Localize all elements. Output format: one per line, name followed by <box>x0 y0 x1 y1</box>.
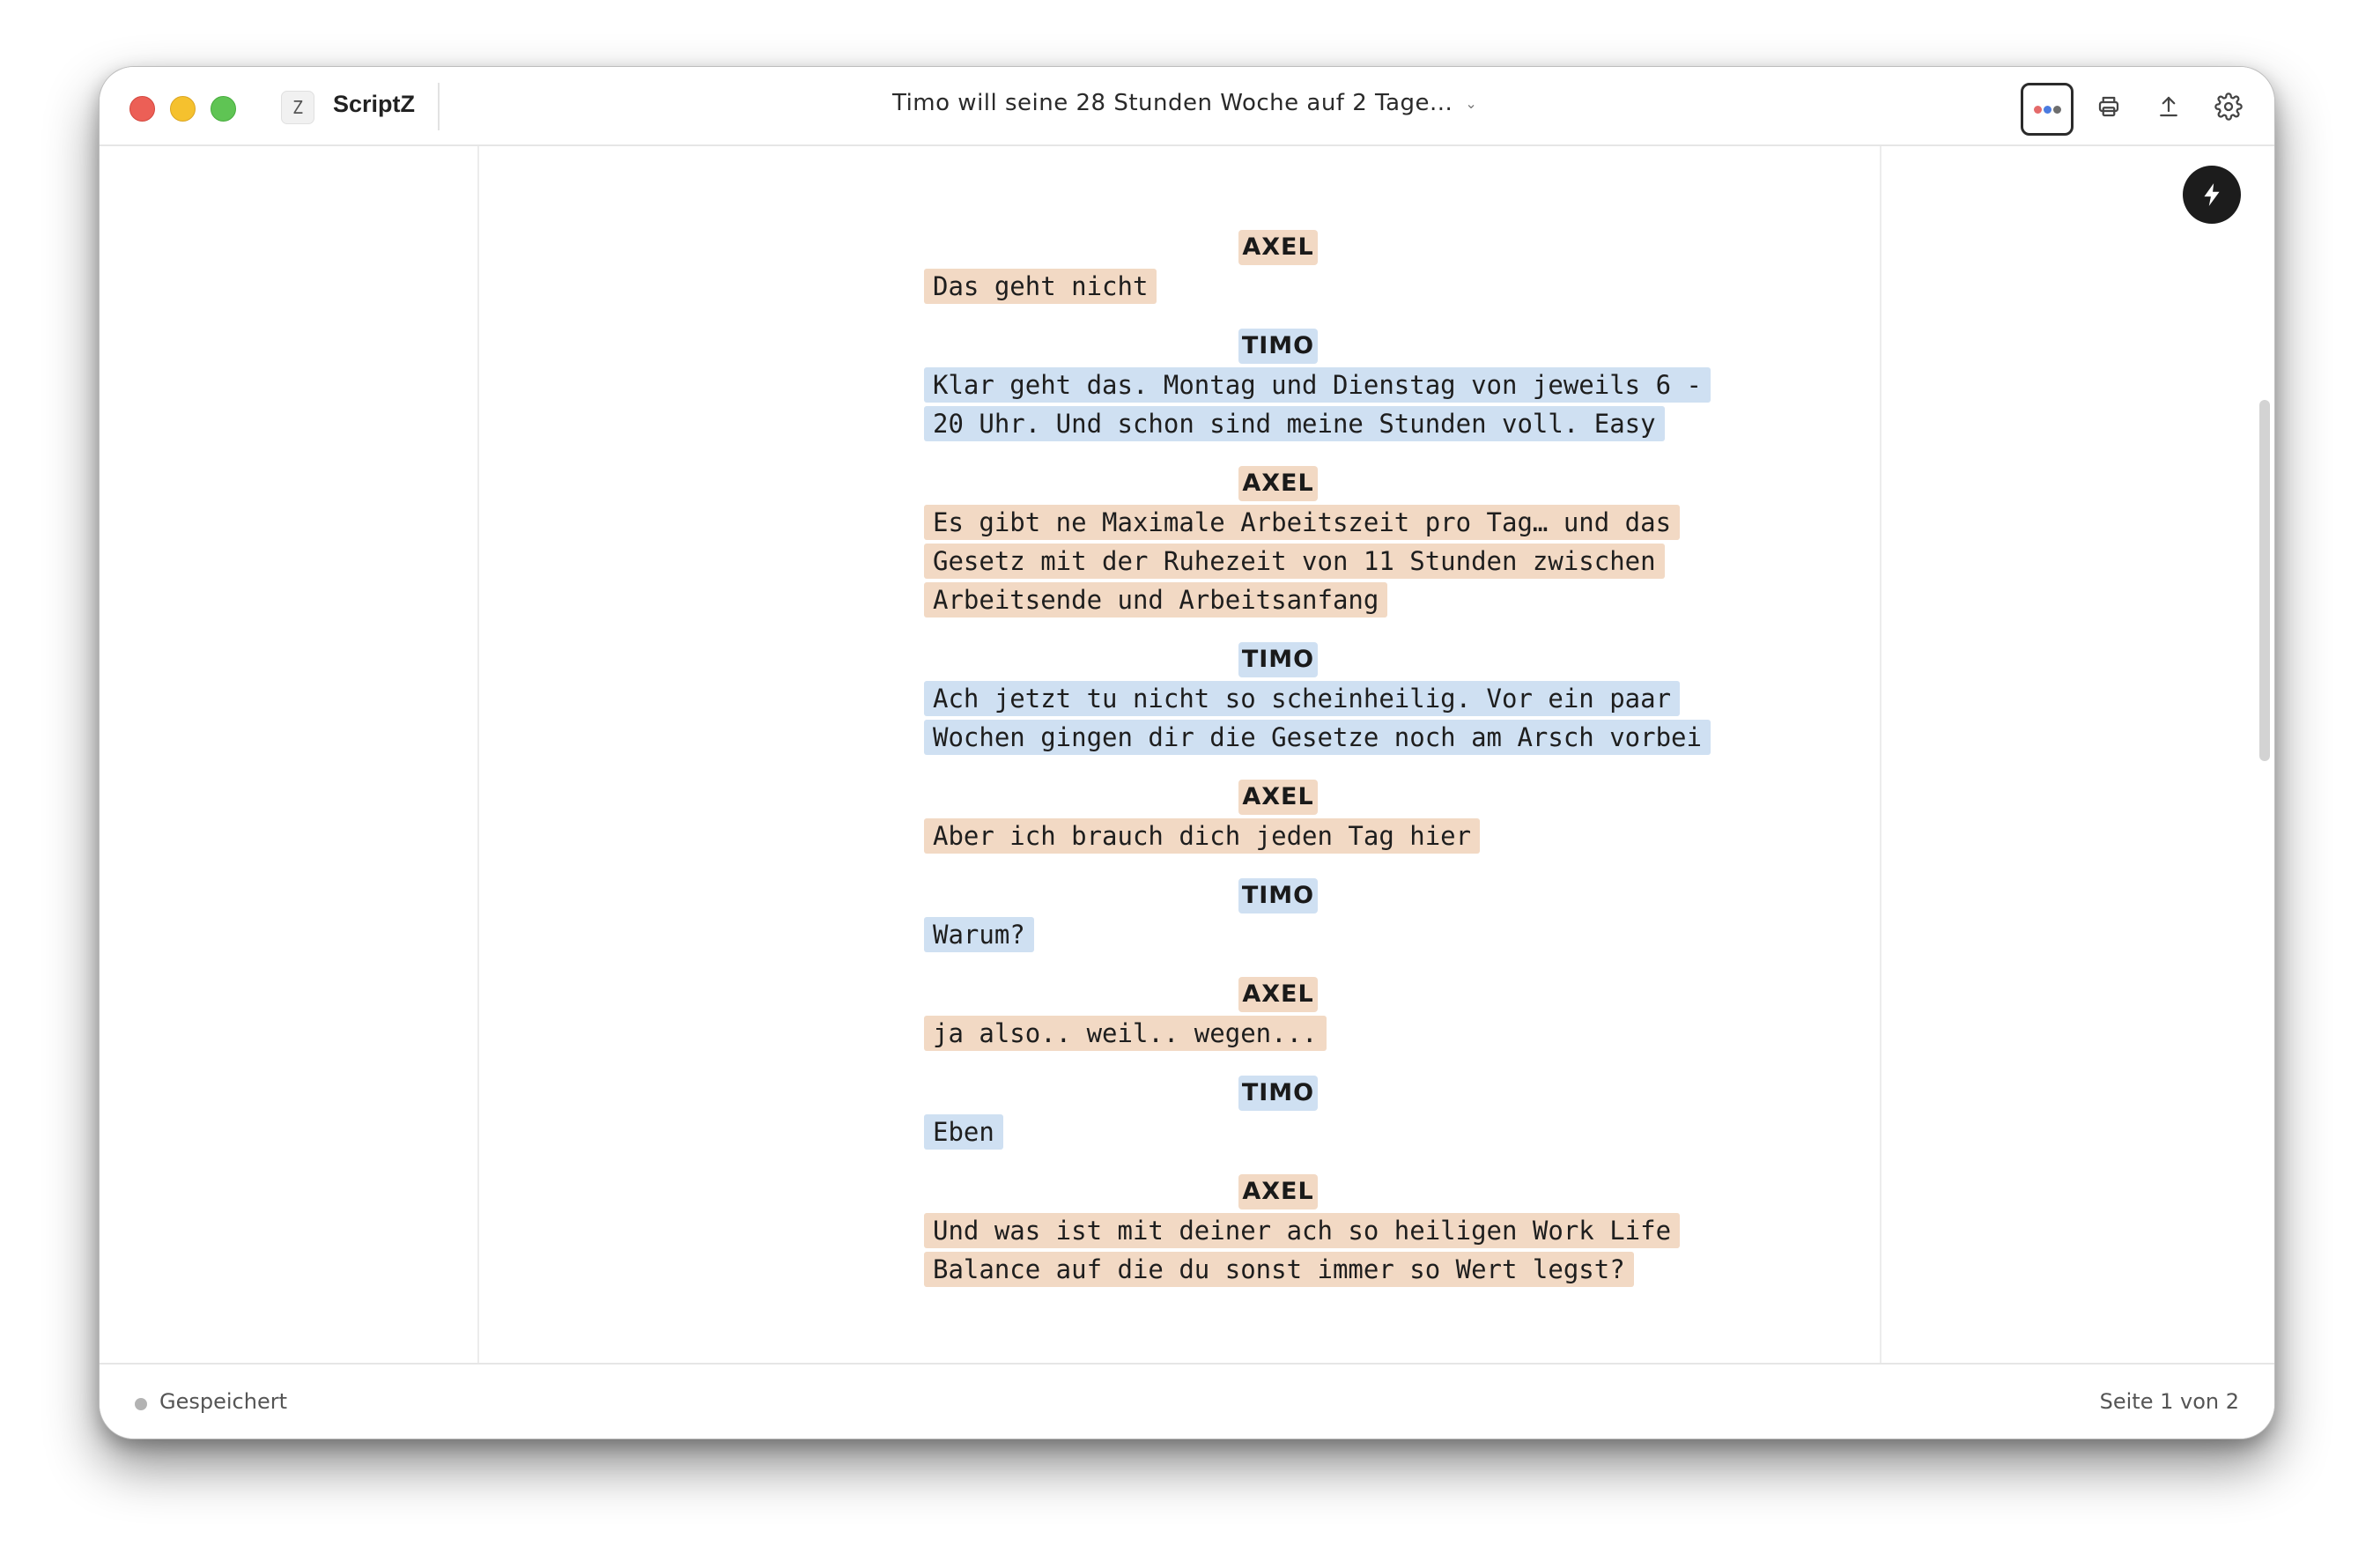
dialogue-block <box>924 1174 1711 1287</box>
character-name[interactable]: TIMO <box>1238 329 1318 364</box>
color-dots-icon <box>2034 106 2061 114</box>
page-indicator: Seite 1 von 2 <box>2099 1389 2239 1414</box>
dialogue-line[interactable]: Arbeitsende und Arbeitsanfang <box>924 582 1387 618</box>
character-name[interactable]: AXEL <box>1238 977 1318 1012</box>
dialogue-block <box>924 329 1711 441</box>
color-dot <box>2034 106 2042 114</box>
dialogue-line[interactable]: Ach jetzt tu nicht so scheinheilig. Vor ein paar <box>924 681 1680 716</box>
quick-action-button[interactable] <box>2183 166 2241 224</box>
dialogue-line[interactable]: Und was ist mit deiner ach so heiligen Work Life <box>924 1213 1680 1248</box>
title-bar <box>100 67 2274 146</box>
character-name[interactable]: TIMO <box>1238 878 1318 913</box>
dialogue-line[interactable]: Klar geht das. Montag und Dienstag von jeweils 6 - <box>924 367 1711 403</box>
dialogue-block <box>924 977 1711 1051</box>
dialogue-block <box>924 230 1711 304</box>
dialogue-line[interactable]: Es gibt ne Maximale Arbeitszeit pro Tag… und das <box>924 505 1680 540</box>
status-bar <box>100 1363 2274 1439</box>
chevron-down-icon: ⌄ <box>1465 94 1478 112</box>
character-colors-button[interactable] <box>2021 83 2074 136</box>
dialogue-line[interactable]: ja also.. weil.. wegen... <box>924 1016 1327 1051</box>
character-name[interactable]: AXEL <box>1238 466 1318 501</box>
dialogue-line[interactable]: Balance auf die du sonst immer so Wert legst? <box>924 1252 1634 1287</box>
window-maximize-button[interactable] <box>211 96 236 122</box>
title-divider <box>438 83 440 130</box>
dialogue-block <box>924 642 1711 755</box>
print-button[interactable] <box>2085 83 2133 130</box>
app-logo-icon: Z <box>281 91 314 124</box>
dialogue-block <box>924 780 1711 854</box>
dialogue-line[interactable]: Aber ich brauch dich jeden Tag hier <box>924 818 1480 854</box>
window-close-button[interactable] <box>129 96 155 122</box>
dialogue-line[interactable]: Das geht nicht <box>924 269 1157 304</box>
character-name[interactable]: TIMO <box>1238 1076 1318 1111</box>
save-status: Gespeichert <box>159 1389 287 1414</box>
app-window <box>99 66 2275 1439</box>
save-status-icon <box>135 1398 147 1410</box>
character-name[interactable]: AXEL <box>1238 230 1318 265</box>
screenplay-text[interactable] <box>924 230 1711 1312</box>
dialogue-block <box>924 466 1711 618</box>
dialogue-line[interactable]: Wochen gingen dir die Gesetze noch am Arsch vorbei <box>924 720 1711 755</box>
upload-icon <box>2155 93 2182 120</box>
dialogue-line[interactable]: 20 Uhr. Und schon sind meine Stunden voll. Easy <box>924 406 1665 441</box>
color-dot <box>2053 106 2061 114</box>
dialogue-block <box>924 878 1711 952</box>
vertical-scrollbar[interactable] <box>2259 400 2270 761</box>
settings-button[interactable] <box>2205 83 2252 130</box>
bolt-icon <box>2200 181 2223 208</box>
dialogue-block <box>924 1076 1711 1150</box>
document-title: Timo will seine 28 Stunden Woche auf 2 Tage... <box>892 90 1453 116</box>
printer-icon <box>2096 93 2122 120</box>
dialogue-line[interactable]: Eben <box>924 1114 1003 1150</box>
character-name[interactable]: AXEL <box>1238 780 1318 815</box>
app-name: ScriptZ <box>333 91 416 117</box>
character-name[interactable]: AXEL <box>1238 1174 1318 1209</box>
dialogue-line[interactable]: Gesetz mit der Ruhezeit von 11 Stunden zwischen <box>924 544 1665 579</box>
window-minimize-button[interactable] <box>170 96 196 122</box>
color-dot <box>2044 106 2051 114</box>
dialogue-line[interactable]: Warum? <box>924 917 1034 952</box>
gear-icon <box>2214 92 2243 121</box>
character-name[interactable]: TIMO <box>1238 642 1318 677</box>
export-button[interactable] <box>2145 83 2192 130</box>
document-title-menu[interactable] <box>892 90 1477 116</box>
